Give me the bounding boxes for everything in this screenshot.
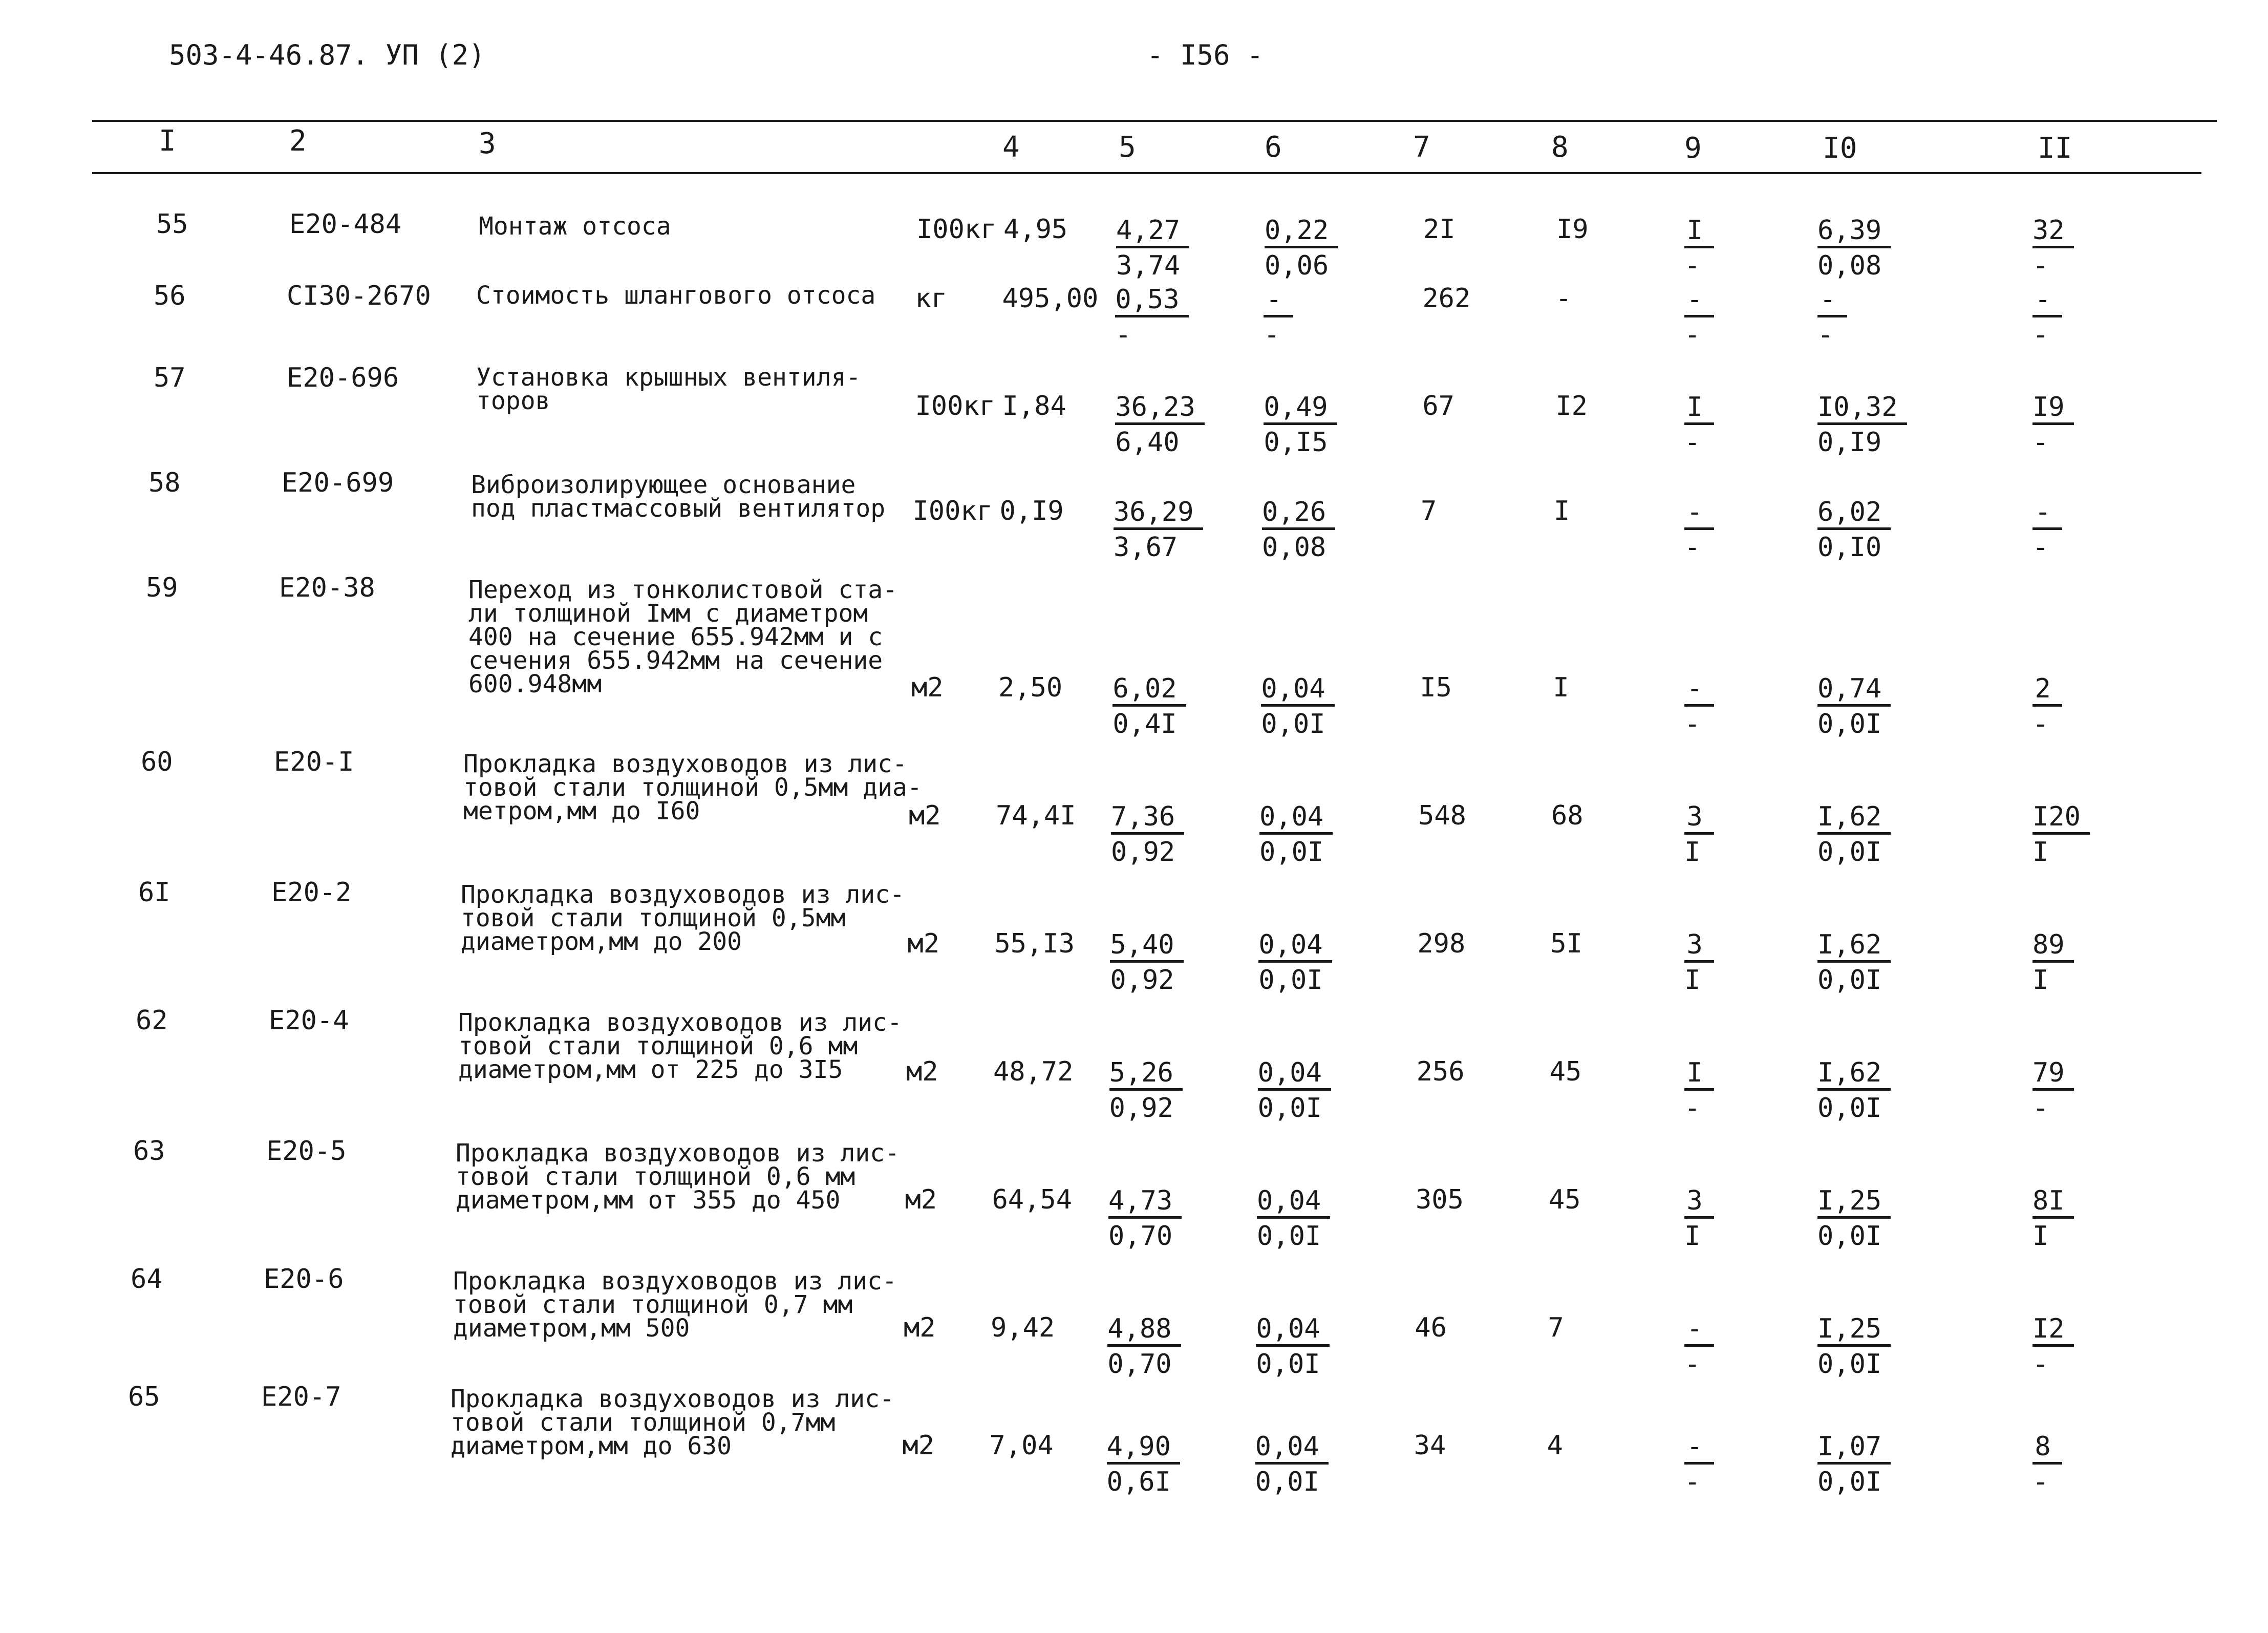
- col11-value-numerator: 2: [2032, 674, 2062, 707]
- col6-value: [1261, 673, 1334, 738]
- col6-value-numerator: 0,04: [1261, 674, 1334, 707]
- col10-value-numerator: -: [1817, 285, 1847, 317]
- col11-value-denominator: I: [2032, 965, 2049, 995]
- col11-value-numerator: I9: [2032, 393, 2074, 425]
- quantity: 0,I9: [999, 496, 1064, 526]
- col5-value-numerator: 4,73: [1108, 1186, 1182, 1219]
- rate-code: CI30-2670: [287, 281, 431, 311]
- row-number: 60: [141, 747, 173, 777]
- work-name-line: диаметром,мм 500: [453, 1314, 690, 1343]
- col11-value-denominator: -: [2032, 427, 2049, 458]
- col6-value: [1264, 392, 1337, 457]
- col5-value-denominator: 0,70: [1108, 1221, 1173, 1252]
- work-name-line: диаметром,мм до 200: [461, 927, 742, 956]
- work-name-line: Прокладка воздуховодов из лис-: [463, 750, 907, 778]
- col9-value-numerator: -: [1684, 1432, 1714, 1465]
- col9-value-numerator: -: [1684, 285, 1714, 317]
- unit: м2: [902, 1430, 935, 1461]
- col8-value: I: [1553, 672, 1569, 703]
- col5-value-denominator: 6,40: [1115, 427, 1180, 458]
- col10-value-denominator: 0,0I: [1817, 1467, 1882, 1497]
- col5-value-denominator: 3,67: [1114, 532, 1178, 563]
- column-header-2: 2: [289, 124, 307, 158]
- rate-code: E20-6: [264, 1264, 344, 1295]
- col11-value-numerator: I2: [2032, 1314, 2074, 1347]
- col6-value-denominator: 0,06: [1265, 250, 1329, 281]
- rate-code: E20-38: [279, 572, 375, 603]
- col5-value-numerator: 36,29: [1114, 498, 1203, 530]
- col5-value: [1115, 284, 1188, 349]
- col11-value-numerator: -: [2032, 285, 2062, 317]
- col9-value: [1684, 392, 1714, 457]
- unit: I00кг: [916, 214, 997, 245]
- col10-value: [1817, 673, 1891, 738]
- col10-value: [1817, 801, 1891, 866]
- col5-value: [1116, 215, 1189, 280]
- col6-value-numerator: 0,04: [1259, 802, 1333, 835]
- work-name-line: Прокладка воздуховодов из лис-: [461, 880, 905, 909]
- quantity: 9,42: [991, 1312, 1055, 1343]
- table-top-rule: [92, 120, 2217, 122]
- col6-value-denominator: 0,0I: [1257, 1221, 1321, 1252]
- col9-value-numerator: -: [1684, 674, 1714, 707]
- col9-value-denominator: -: [1684, 709, 1701, 739]
- col10-value: [1817, 1185, 1891, 1250]
- col10-value: [1817, 1057, 1891, 1122]
- col9-value: [1684, 1185, 1714, 1250]
- col5-value-denominator: -: [1115, 320, 1131, 350]
- col11-value: [2032, 1313, 2074, 1378]
- col11-value: [2032, 284, 2062, 349]
- unit: кг: [915, 283, 948, 314]
- work-name-line: Монтаж отсоса: [479, 212, 671, 241]
- column-header-8: 8: [1551, 131, 1569, 164]
- col6-value: [1255, 1431, 1329, 1496]
- col7-value: 256: [1416, 1056, 1465, 1087]
- col10-value-denominator: 0,0I: [1817, 1093, 1882, 1123]
- col11-value: [2032, 392, 2074, 457]
- col10-value-denominator: -: [1817, 320, 1834, 350]
- col8-value: 7: [1548, 1312, 1564, 1343]
- quantity: I,84: [1002, 391, 1066, 421]
- col5-value: [1107, 1431, 1180, 1496]
- work-name-line: товой стали толщиной 0,7мм: [451, 1408, 836, 1437]
- col5-value-numerator: 7,36: [1111, 802, 1184, 835]
- col11-value-denominator: -: [2032, 1467, 2049, 1497]
- col7-value: 34: [1414, 1430, 1446, 1461]
- row-number: 56: [154, 281, 186, 311]
- rate-code: E20-7: [261, 1382, 341, 1412]
- column-header-3: 3: [479, 127, 496, 160]
- col10-value: [1817, 1313, 1891, 1378]
- column-header-7: 7: [1413, 131, 1430, 164]
- col10-value-numerator: 0,74: [1817, 674, 1891, 707]
- col10-value: [1817, 1431, 1891, 1496]
- column-header-5: 5: [1119, 131, 1136, 164]
- col7-value: I5: [1420, 672, 1452, 703]
- col7-value: 548: [1418, 800, 1466, 831]
- col9-value-numerator: 3: [1684, 930, 1714, 963]
- col5-value-numerator: 36,23: [1115, 393, 1205, 425]
- col5-value-numerator: 0,53: [1115, 285, 1188, 317]
- work-name-line: товой стали толщиной 0,7 мм: [453, 1290, 853, 1319]
- col9-value: [1684, 497, 1714, 562]
- col9-value-denominator: -: [1684, 1467, 1701, 1497]
- rate-code: E20-696: [287, 363, 399, 393]
- document-code: 503-4-46.87. УП (2): [169, 39, 485, 71]
- col5-value: [1115, 392, 1205, 457]
- col9-value: [1684, 1431, 1714, 1496]
- col10-value: [1817, 392, 1907, 457]
- col6-value: [1257, 1185, 1330, 1250]
- col6-value: [1259, 801, 1333, 866]
- col5-value-numerator: 4,27: [1116, 216, 1189, 248]
- col10-value: [1817, 929, 1891, 994]
- col6-value-denominator: 0,0I: [1258, 965, 1323, 995]
- col11-value-denominator: I: [2032, 1221, 2049, 1252]
- col11-value-denominator: -: [2032, 320, 2049, 350]
- col9-value-numerator: I: [1684, 1058, 1714, 1091]
- col10-value-numerator: I,62: [1817, 802, 1891, 835]
- col6-value-denominator: -: [1264, 320, 1280, 350]
- rate-code: E20-699: [282, 468, 394, 498]
- rate-code: E20-I: [274, 747, 354, 777]
- col5-value: [1114, 497, 1203, 562]
- col5-value-denominator: 3,74: [1116, 250, 1181, 281]
- col5-value-denominator: 0,92: [1109, 1093, 1173, 1123]
- work-name-line: 400 на сечение 655.942мм и с: [468, 623, 883, 651]
- work-name-line: товой стали толщиной 0,5мм диа-: [463, 773, 922, 802]
- unit: м2: [904, 1312, 936, 1343]
- work-name-line: 600.948мм: [468, 670, 602, 698]
- col11-value: [2032, 1057, 2074, 1122]
- work-name-line: Прокладка воздуховодов из лис-: [453, 1267, 897, 1296]
- col11-value-numerator: I20: [2032, 802, 2090, 835]
- col9-value-numerator: 3: [1684, 1186, 1714, 1219]
- column-header-9: 9: [1684, 132, 1702, 165]
- col6-value-numerator: 0,04: [1255, 1432, 1329, 1465]
- col5-value-numerator: 5,40: [1110, 930, 1183, 963]
- col11-value: [2032, 215, 2074, 280]
- col8-value: 45: [1549, 1056, 1582, 1087]
- col9-value-denominator: -: [1684, 532, 1701, 563]
- col11-value: [2032, 929, 2074, 994]
- col5-value-denominator: 0,4I: [1112, 709, 1177, 739]
- col6-value: [1262, 497, 1335, 562]
- quantity: 55,I3: [994, 928, 1075, 959]
- col6-value: [1264, 284, 1293, 349]
- work-name-line: сечения 655.942мм на сечение: [468, 646, 883, 675]
- col6-value-denominator: 0,0I: [1256, 1349, 1320, 1380]
- col6-value-denominator: 0,08: [1262, 532, 1326, 563]
- col9-value: [1684, 215, 1714, 280]
- col5-value-denominator: 0,6I: [1106, 1467, 1171, 1497]
- quantity: 64,54: [992, 1184, 1073, 1215]
- col6-value-denominator: 0,I5: [1264, 427, 1328, 458]
- work-name-line: ли толщиной Iмм с диаметром: [468, 599, 868, 628]
- col7-value: 298: [1417, 928, 1466, 959]
- col8-value: -: [1555, 283, 1572, 314]
- column-header-11: II: [2038, 132, 2072, 165]
- col10-value-denominator: 0,0I: [1817, 709, 1882, 739]
- work-name-line: метром,мм до I60: [463, 797, 700, 825]
- row-number: 62: [136, 1005, 168, 1036]
- col11-value-numerator: 8I: [2032, 1186, 2074, 1219]
- unit: м2: [911, 672, 944, 703]
- col6-value-denominator: 0,0I: [1261, 709, 1325, 739]
- col9-value-numerator: -: [1684, 498, 1714, 530]
- col10-value-numerator: I,25: [1817, 1314, 1891, 1347]
- col10-value-denominator: 0,I9: [1817, 427, 1882, 458]
- col7-value: 305: [1416, 1184, 1464, 1215]
- work-name-line: Прокладка воздуховодов из лис-: [458, 1008, 902, 1037]
- row-number: 58: [148, 468, 181, 498]
- col10-value: [1817, 215, 1891, 280]
- col5-value-numerator: 6,02: [1112, 674, 1186, 707]
- col9-value-denominator: -: [1684, 1349, 1701, 1380]
- col10-value-numerator: 6,39: [1817, 216, 1891, 248]
- col8-value: I9: [1556, 214, 1589, 245]
- col6-value-denominator: 0,0I: [1255, 1467, 1319, 1497]
- col10-value-numerator: I0,32: [1817, 393, 1907, 425]
- col9-value: [1684, 284, 1714, 349]
- col9-value-denominator: -: [1684, 1093, 1701, 1123]
- col7-value: 46: [1415, 1312, 1447, 1343]
- col8-value: 45: [1549, 1184, 1581, 1215]
- col10-value-denominator: 0,I0: [1817, 532, 1882, 563]
- col9-value: [1684, 1313, 1714, 1378]
- work-name-line: товой стали толщиной 0,6 мм: [458, 1032, 858, 1061]
- unit: м2: [906, 1056, 938, 1087]
- row-number: 55: [156, 209, 188, 240]
- col9-value: [1684, 673, 1714, 738]
- quantity: 2,50: [998, 672, 1063, 703]
- col6-value: [1258, 929, 1332, 994]
- page-number: - I56 -: [1147, 39, 1264, 71]
- col10-value-numerator: I,62: [1817, 1058, 1891, 1091]
- col5-value-denominator: 0,92: [1111, 837, 1175, 867]
- work-name-line: диаметром,мм от 355 до 450: [456, 1186, 841, 1215]
- rate-code: E20-484: [289, 209, 402, 240]
- rate-code: E20-4: [269, 1005, 349, 1036]
- col9-value-denominator: I: [1684, 1221, 1701, 1252]
- col9-value-numerator: 3: [1684, 802, 1714, 835]
- work-name-line: диаметром,мм до 630: [451, 1432, 732, 1460]
- rate-code: E20-5: [266, 1136, 347, 1167]
- quantity: 7,04: [989, 1430, 1054, 1461]
- col6-value-numerator: 0,04: [1258, 1058, 1331, 1091]
- col6-value-numerator: 0,04: [1257, 1186, 1330, 1219]
- col5-value: [1110, 929, 1183, 994]
- col5-value: [1107, 1313, 1181, 1378]
- work-name-line: диаметром,мм от 225 до 3I5: [458, 1055, 843, 1084]
- col5-value-numerator: 4,88: [1107, 1314, 1181, 1347]
- col5-value: [1112, 673, 1186, 738]
- work-name-line: Переход из тонколистовой ста-: [468, 576, 898, 604]
- col8-value: 68: [1551, 800, 1584, 831]
- quantity: 495,00: [1002, 283, 1099, 314]
- row-number: 57: [154, 363, 186, 393]
- work-name-line: Прокладка воздуховодов из лис-: [456, 1139, 900, 1168]
- col7-value: 262: [1422, 283, 1471, 314]
- col9-value: [1684, 1057, 1714, 1122]
- col10-value-numerator: I,07: [1817, 1432, 1891, 1465]
- col7-value: 7: [1421, 496, 1437, 526]
- col9-value-denominator: -: [1684, 250, 1701, 281]
- col6-value: [1265, 215, 1338, 280]
- col11-value: [2032, 497, 2062, 562]
- col10-value-denominator: 0,0I: [1817, 837, 1882, 867]
- col9-value-denominator: -: [1684, 320, 1701, 350]
- col8-value: 4: [1547, 1430, 1563, 1461]
- col9-value-numerator: -: [1684, 1314, 1714, 1347]
- col11-value-numerator: 79: [2032, 1058, 2074, 1091]
- col11-value-numerator: 32: [2032, 216, 2074, 248]
- col5-value: [1108, 1185, 1182, 1250]
- col5-value: [1111, 801, 1184, 866]
- col10-value-numerator: 6,02: [1817, 498, 1891, 530]
- col11-value: [2032, 801, 2090, 866]
- work-name-line: товой стали толщиной 0,6 мм: [456, 1162, 855, 1191]
- col11-value-denominator: I: [2032, 837, 2049, 867]
- col11-value-denominator: -: [2032, 250, 2049, 281]
- col5-value: [1109, 1057, 1183, 1122]
- col10-value-denominator: 0,0I: [1817, 965, 1882, 995]
- col10-value: [1817, 284, 1847, 349]
- work-name-line: под пластмассовый вентилятор: [471, 494, 886, 523]
- col10-value: [1817, 497, 1891, 562]
- work-name-line: товой стали толщиной 0,5мм: [461, 904, 846, 932]
- work-name-line: Установка крышных вентиля-: [476, 363, 861, 392]
- col9-value: [1684, 929, 1714, 994]
- col6-value-numerator: 0,49: [1264, 393, 1337, 425]
- unit: м2: [907, 928, 940, 959]
- unit: I00кг: [912, 496, 993, 526]
- work-name-line: торов: [476, 387, 550, 415]
- col8-value: I2: [1555, 391, 1588, 421]
- col5-value-numerator: 5,26: [1109, 1058, 1183, 1091]
- col6-value-numerator: 0,04: [1258, 930, 1332, 963]
- col9-value: [1684, 801, 1714, 866]
- col7-value: 2I: [1423, 214, 1456, 245]
- col10-value-denominator: 0,0I: [1817, 1221, 1882, 1252]
- col9-value-numerator: I: [1684, 393, 1714, 425]
- header-bottom-rule: [92, 172, 2201, 174]
- col11-value-numerator: -: [2032, 498, 2062, 530]
- column-header-1: I: [159, 124, 176, 158]
- col10-value-denominator: 0,08: [1817, 250, 1882, 281]
- col6-value-denominator: 0,0I: [1257, 1093, 1322, 1123]
- col11-value-denominator: -: [2032, 1093, 2049, 1123]
- quantity: 74,4I: [996, 800, 1076, 831]
- col11-value: [2032, 1431, 2062, 1496]
- quantity: 48,72: [993, 1056, 1074, 1087]
- col11-value-numerator: 89: [2032, 930, 2074, 963]
- col6-value-numerator: -: [1264, 285, 1293, 317]
- col9-value-numerator: I: [1684, 216, 1714, 248]
- col6-value: [1258, 1057, 1331, 1122]
- col5-value-denominator: 0,92: [1110, 965, 1174, 995]
- col11-value-denominator: -: [2032, 1349, 2049, 1380]
- col11-value: [2032, 1185, 2074, 1250]
- col10-value-numerator: I,62: [1817, 930, 1891, 963]
- col10-value-numerator: I,25: [1817, 1186, 1891, 1219]
- col6-value-numerator: 0,04: [1256, 1314, 1329, 1347]
- col11-value-denominator: -: [2032, 709, 2049, 739]
- row-number: 6I: [138, 877, 170, 908]
- col11-value: [2032, 673, 2062, 738]
- col8-value: I: [1554, 496, 1570, 526]
- col5-value-denominator: 0,70: [1107, 1349, 1172, 1380]
- col6-value-numerator: 0,26: [1262, 498, 1335, 530]
- unit: м2: [909, 800, 941, 831]
- col11-value-denominator: -: [2032, 532, 2049, 563]
- unit: I00кг: [915, 391, 996, 421]
- column-header-4: 4: [1002, 131, 1020, 164]
- quantity: 4,95: [1003, 214, 1068, 245]
- col10-value-denominator: 0,0I: [1817, 1349, 1882, 1380]
- row-number: 63: [133, 1136, 165, 1167]
- column-header-6: 6: [1265, 131, 1282, 164]
- rate-code: E20-2: [271, 877, 352, 908]
- col6-value: [1256, 1313, 1329, 1378]
- col6-value-denominator: 0,0I: [1259, 837, 1324, 867]
- col9-value-denominator: I: [1684, 837, 1701, 867]
- col9-value-denominator: I: [1684, 965, 1701, 995]
- col7-value: 67: [1422, 391, 1454, 421]
- col5-value-numerator: 4,90: [1107, 1432, 1180, 1465]
- col9-value-denominator: -: [1684, 427, 1701, 458]
- unit: м2: [905, 1184, 937, 1215]
- row-number: 65: [128, 1382, 160, 1412]
- column-header-10: I0: [1823, 132, 1857, 165]
- col8-value: 5I: [1550, 928, 1582, 959]
- col11-value-numerator: 8: [2032, 1432, 2062, 1465]
- row-number: 59: [146, 572, 178, 603]
- row-number: 64: [131, 1264, 163, 1295]
- work-name-line: Стоимость шлангового отсоса: [476, 281, 876, 310]
- col6-value-numerator: 0,22: [1265, 216, 1338, 248]
- work-name-line: Прокладка воздуховодов из лис-: [451, 1385, 894, 1413]
- work-name-line: Виброизолирующее основание: [471, 471, 856, 499]
